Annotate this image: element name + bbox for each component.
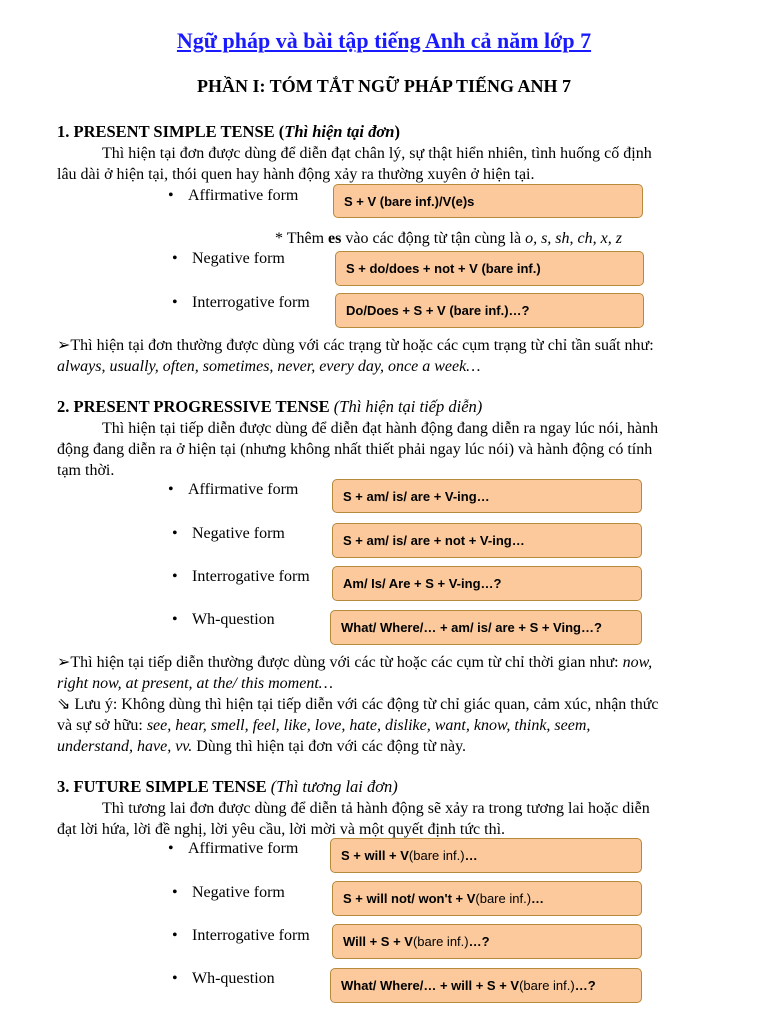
s2-form-affirmative: • Affirmative form [168,481,298,499]
s3-form-interrogative: • Interrogative form [172,927,310,945]
s2-formula-affirmative: S + am/ is/ are + V-ing… [332,479,642,513]
s2-formula-wh-question: What/ Where/… + am/ is/ are + S + Ving…? [330,610,642,645]
s1-form-negative: • Negative form [172,250,285,268]
section-2-usage: ➢Thì hiện tại tiếp diễn thường được dùng với các từ hoặc các cụm từ chỉ thời gian như: now, right now, at present, at the/ this moment… ⇘ Lưu ý: Không dùng thì hiện tại tiếp diễn với các động từ chỉ giác quan, cảm xúc, nhận thức và sự sở hữu: see, hear, smell, feel, like, love, hate, dislike, want, know, think, seem, understand, have, vv. Dùng thì hiện tại đơn với các động từ này. [57,654,659,755]
s3-form-negative: • Negative form [172,884,285,902]
s3-formula-affirmative: S + will + V (bare inf.) … [330,838,642,873]
section-3-heading: 3. FUTURE SIMPLE TENSE (Thì tương lai đơn) [57,777,398,796]
part-heading: PHẦN I: TÓM TẮT NGỮ PHÁP TIẾNG ANH 7 [196,76,572,96]
s2-formula-negative: S + am/ is/ are + not + V-ing… [332,523,642,558]
section-1-description: Thì hiện tại đơn được dùng để diễn đạt chân lý, sự thật hiển nhiên, tình huống cố định lâu dài ở hiện tại, thói quen hay hành động xảy ra thường xuyên ở hiện tại. [57,145,652,183]
s3-formula-wh-question: What/ Where/… + will + S + V (bare inf.) …? [330,968,642,1003]
s1-es-note: * Thêm es vào các động từ tận cùng là o, s, sh, ch, x, z [275,230,622,247]
s3-formula-negative: S + will not/ won't + V (bare inf.) … [332,881,642,916]
s1-formula-interrogative: Do/Does + S + V (bare inf.)…? [335,293,644,328]
section-1-heading: 1. PRESENT SIMPLE TENSE (Thì hiện tại đơn) [57,122,400,141]
section-3-description: Thì tương lai đơn được dùng để diễn tả hành động sẽ xảy ra trong tương lai hoặc diễn đạt lời hứa, lời đề nghị, lời yêu cầu, lời mời và một quyết định tức thì. [57,800,650,838]
s1-form-affirmative: • Affirmative form [168,187,298,205]
s2-form-negative: • Negative form [172,525,285,543]
s2-formula-interrogative: Am/ Is/ Are + S + V-ing…? [332,566,642,601]
s1-form-interrogative: • Interrogative form [172,294,310,312]
s1-formula-affirmative: S + V (bare inf.)/V(e)s [333,184,643,218]
section-1-usage: ➢Thì hiện tại đơn thường được dùng với các trạng từ hoặc các cụm trạng từ chỉ tần suất như: always, usually, often, sometimes, never, every day, once a week… [57,337,654,375]
s2-form-interrogative: • Interrogative form [172,568,310,586]
s2-form-wh-question: • Wh-question [172,611,275,629]
s3-formula-interrogative: Will + S + V (bare inf.) …? [332,924,642,959]
section-2-heading: 2. PRESENT PROGRESSIVE TENSE (Thì hiện tại tiếp diễn) [57,397,483,416]
s3-form-wh-question: • Wh-question [172,970,275,988]
s1-formula-negative: S + do/does + not + V (bare inf.) [335,251,644,286]
section-2-description: Thì hiện tại tiếp diễn được dùng để diễn đạt hành động đang diễn ra ngay lúc nói, hành động đang diễn ra ở hiện tại (nhưng không nhất thiết phải ngay lúc nói) và hành động có tính tạm thời. [57,420,659,479]
document-title: Ngữ pháp và bài tập tiếng Anh cả năm lớp 7 [176,28,592,53]
s3-form-affirmative: • Affirmative form [168,840,298,858]
